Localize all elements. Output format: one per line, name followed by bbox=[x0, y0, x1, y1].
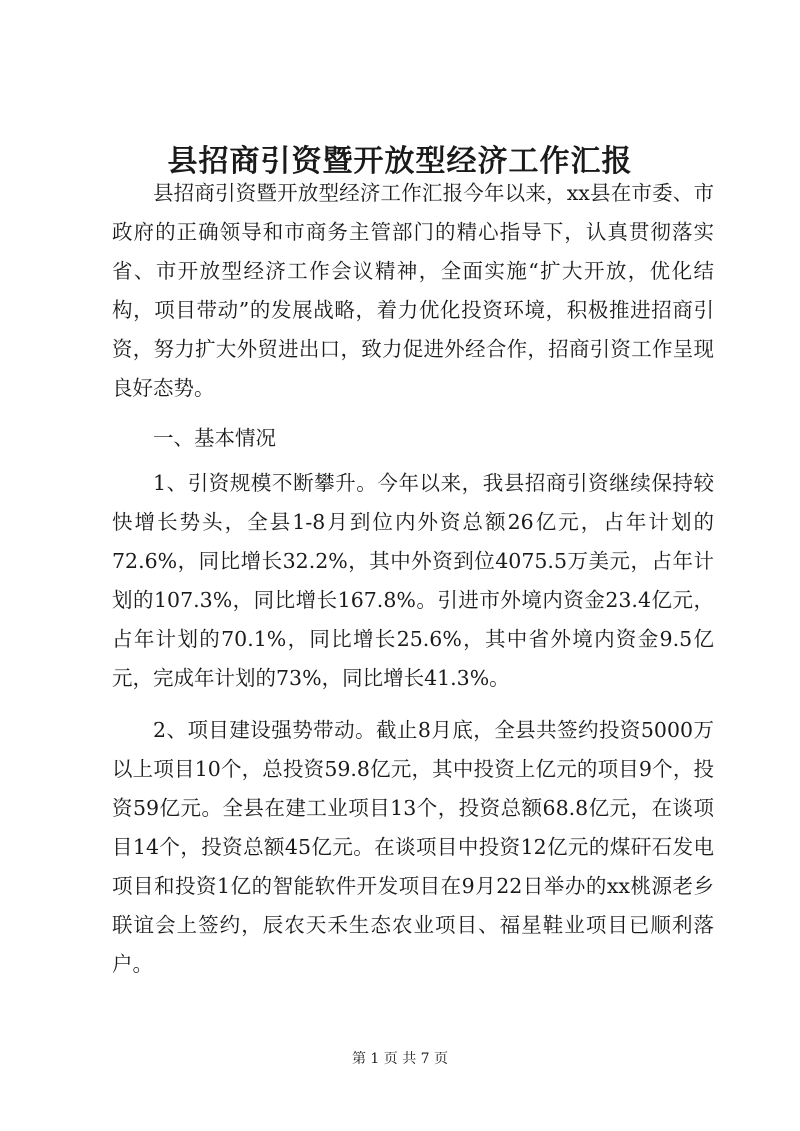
intro-paragraph: 县招商引资暨开放型经济工作汇报今年以来，xx县在市委、市政府的正确领导和市商务主管部门的精心指导下，认真贯彻落实省、市开放型经济工作会议精神，全面实施“扩大开放，优化结构，项目带动”的发展战略，着力优化投资环境，积极推进招商引资，努力扩大外贸进出口，致力促进外经合作，招商引资工作呈现良好态势。 bbox=[112, 181, 714, 400]
item-2-paragraph: 2、项目建设强势带动。截止8月底，全县共签约投资5000万以上项目10个，总投资59.8亿元，其中投资上亿元的项目9个，投资59亿元。全县在建工业项目13个，投资总额68.8亿元，在谈项目14个，投资总额45亿元。在谈项目中投资12亿元的煤矸石发电项目和投资1亿的智能软件开发项目在9月22日举办的xx桃源老乡联谊会上签约，辰农天禾生态农业项目、福星鞋业项目已顺利落户。 bbox=[112, 718, 714, 976]
document-title: 县招商引资暨开放型经济工作汇报 bbox=[167, 144, 633, 179]
page-footer: 第 1 页 共 7 页 bbox=[351, 1051, 449, 1067]
section-heading: 一、基本情况 bbox=[153, 426, 276, 450]
item-1-paragraph: 1、引资规模不断攀升。今年以来，我县招商引资继续保持较快增长势头，全县1-8月到位内外资总额26亿元，占年计划的72.6%，同比增长32.2%，其中外资到位4075.5万美元，占年计划的107.3%，同比增长167.8%。引进市外境内资金23.4亿元，占年计划的70.1%，同比增长25.6%，其中省外境内资金9.5亿元，完成年计划的73%，同比增长41.3%。 bbox=[112, 471, 714, 690]
